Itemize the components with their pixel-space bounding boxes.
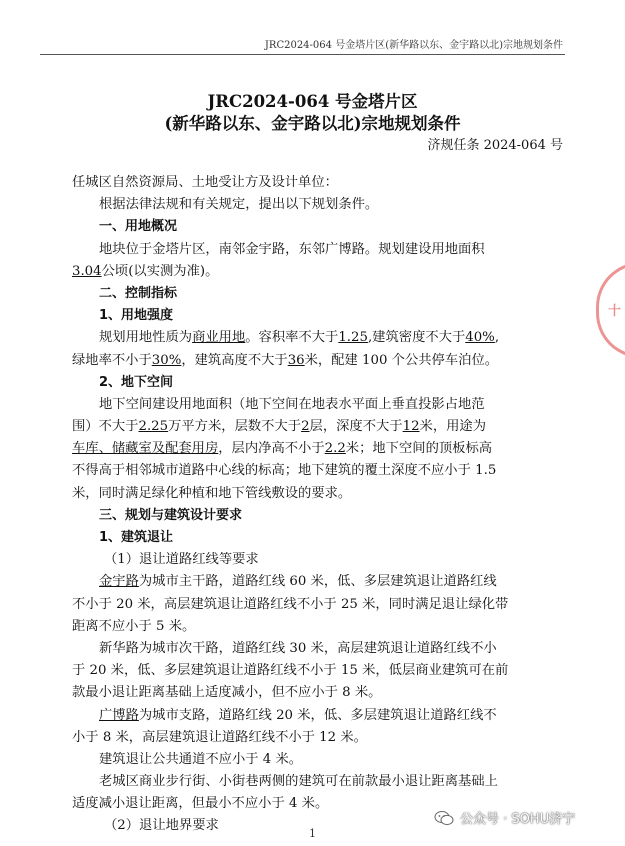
subsection-heading: 1、用地强度	[99, 308, 174, 324]
text-run: ，建筑高度不大于	[181, 352, 288, 368]
subsection-heading: 1、建筑退让	[99, 530, 174, 545]
text-run: 围）不大于	[72, 419, 139, 435]
text-run: 为城市支路，道路红线 20 米，低、多层建筑退让道路红线不	[138, 707, 497, 723]
paragraph-line: 不得高于相邻城市道路中心线的标高；地下建筑的覆土深度不应小于 1.5	[72, 463, 497, 479]
seal-text: 十	[608, 304, 622, 319]
text-run: ,	[494, 330, 500, 346]
section-heading: 二、控制指标	[99, 285, 178, 301]
text-run: 层，深度不大于	[309, 419, 403, 435]
addressee: 任城区自然资源局、土地受让方及设计单位：	[72, 175, 338, 190]
paragraph-line: 建筑退让公共通道不应小于 4 米。	[99, 751, 303, 767]
paragraph-line: 米，同时满足绿化种植和地下管线敷设的要求。	[72, 485, 352, 501]
road-name: 新华路	[99, 640, 139, 656]
paragraph-line	[72, 438, 552, 460]
paragraph-line: 地下空间建设用地面积（地下空间在地表水平面上垂直投影占地范	[99, 396, 485, 412]
underlined-value: 2.25	[138, 419, 169, 435]
underlined-value: 40%	[465, 330, 495, 346]
underlined-value: 30%	[151, 352, 182, 368]
paragraph-line	[72, 261, 552, 283]
wechat-icon	[434, 810, 454, 826]
underlined-value: 车库、储藏室及配套用房	[72, 441, 219, 457]
text-run: ，层内净高不小于	[218, 441, 325, 457]
text-run: 米，用途为	[419, 419, 487, 435]
paragraph: 根据法律法规和有关规定，提出以下规划条件。	[99, 197, 379, 213]
paragraph-line: 于 20 米，低、多层建筑退让道路红线不小于 15 米，低层商业建筑可在前	[72, 663, 509, 679]
underlined-value: 12	[402, 419, 420, 435]
text-run: 万平方米，层数不大于	[168, 419, 302, 435]
underlined-value: 3.04	[72, 263, 102, 279]
text-run: 为城市主干路，道路红线 60 米，低、多层建筑退让道路红线	[138, 574, 497, 590]
section-heading: 一、用地概况	[99, 219, 178, 235]
paragraph-line	[72, 416, 552, 438]
subsection-heading: 2、地下空间	[99, 374, 174, 390]
text-run: 。容积率不大于	[245, 330, 339, 346]
document-number: 济规任条 2024-064 号	[427, 138, 563, 153]
underlined-value: 36	[287, 352, 305, 368]
road-name: 广博路	[99, 707, 139, 723]
paragraph-line: 不小于 20 米，高层建筑退让道路红线不小于 25 米，同时满足退让绿化带	[72, 596, 509, 612]
text-run: 为城市次干路，道路红线 30 米，高层建筑退让道路红线不小	[138, 640, 497, 656]
clause-heading: （1）退让道路红线等要求	[104, 552, 259, 568]
paragraph-line	[72, 705, 552, 727]
road-name: 金宇路	[99, 574, 139, 590]
paragraph: 地块位于金塔片区，南邻金宇路，东邻广博路。规划建设用地面积	[99, 241, 485, 257]
paragraph-line: 款最小退让距离基础上适度减小，但不应小于 8 米。	[72, 685, 382, 701]
header-divider	[40, 54, 565, 55]
text-run: 规划用地性质为	[99, 330, 193, 346]
text-run: ,建筑密度不大于	[367, 330, 466, 346]
paragraph-line	[72, 638, 552, 660]
page-number: 1	[309, 827, 316, 840]
clause-heading: （2）退让地界要求	[104, 818, 219, 834]
watermark-text: 公众号 · SOHU济宁	[460, 812, 576, 827]
document-title-line2: (新华路以东、金宇路以北)宗地规划条件	[164, 114, 461, 133]
underlined-value: 1.25	[338, 330, 368, 346]
underlined-value: 商业用地	[192, 330, 246, 346]
underlined-value: 2	[301, 419, 310, 435]
text-run: 米；地下空间的顶板标高	[345, 441, 493, 457]
underlined-value: 2.2	[324, 441, 346, 457]
text-run: 公顷(以实测为准)。	[101, 263, 219, 279]
paragraph-line	[72, 350, 552, 372]
document-title-line1: JRC2024-064 号金塔片区	[207, 92, 418, 111]
paragraph-line: 老城区商业步行街、小街巷两侧的建筑可在前款最小退让距离基础上	[99, 774, 498, 790]
paragraph-line	[72, 571, 552, 593]
watermark	[434, 808, 575, 827]
paragraph-line: 适度减小退让距离，但最小不应小于 4 米。	[72, 796, 329, 812]
running-header: JRC2024-064 号金塔片区(新华路以东、金宇路以北)宗地规划条件	[264, 40, 563, 51]
text-run: 米，配建 100 个公共停车泊位。	[304, 352, 499, 368]
document-body	[72, 172, 552, 838]
text-run: 绿地率不小于	[72, 352, 152, 368]
section-heading: 三、规划与建筑设计要求	[99, 507, 243, 523]
paragraph-line: 小于 8 米，高层建筑退让道路红线不小于 12 米。	[72, 729, 367, 745]
paragraph-line: 距离不应小于 5 米。	[72, 618, 196, 634]
paragraph-line	[72, 327, 552, 349]
